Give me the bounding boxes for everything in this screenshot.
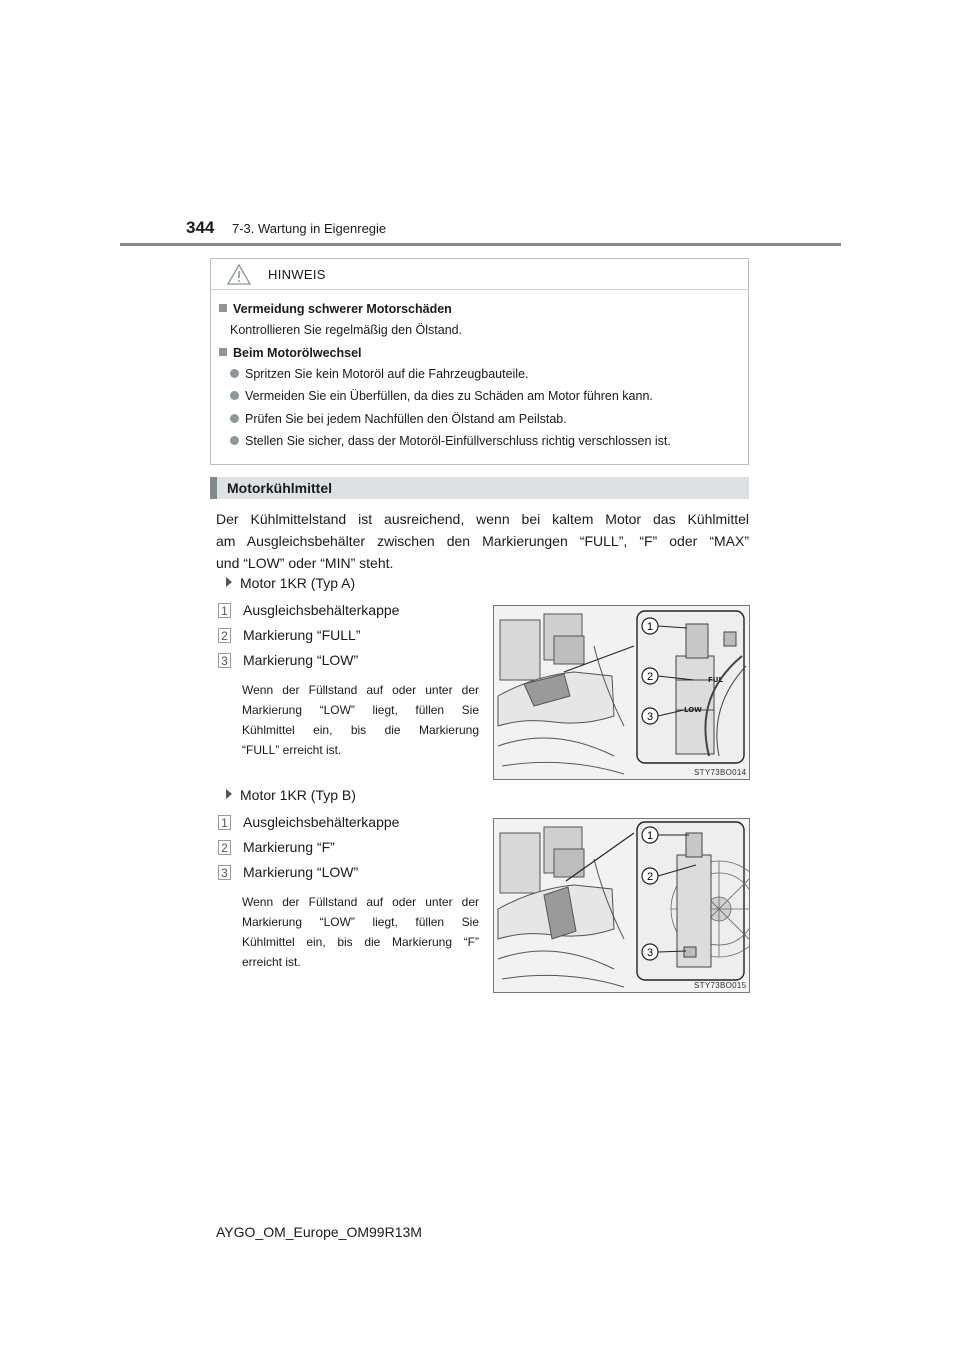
number-badge: 2 bbox=[218, 840, 231, 855]
notice-text-check-oil: Kontrollieren Sie regelmäßig den Ölstand. bbox=[230, 323, 463, 337]
item-label: Markierung “LOW” bbox=[243, 652, 359, 668]
section-title: Motorkühlmittel bbox=[227, 480, 332, 496]
engine-bay-illustration bbox=[494, 606, 749, 779]
notice-bullet: Prüfen Sie bei jedem Nachfüllen den Ölstand am Peilstab. bbox=[230, 412, 567, 426]
note-paragraph-b bbox=[242, 892, 479, 972]
tank-label-full: FUL bbox=[708, 676, 723, 684]
callout-3: 3 bbox=[646, 711, 654, 723]
round-bullet-icon bbox=[230, 391, 239, 400]
variant-title-a: Motor 1KR (Typ A) bbox=[226, 575, 355, 591]
tank-label-low: LOW bbox=[684, 706, 702, 714]
figure-code: STY73BO014 bbox=[694, 768, 747, 777]
coolant-tank-figure-b bbox=[493, 818, 750, 993]
callout-1: 1 bbox=[646, 621, 654, 633]
note-line: Markierung “LOW” liegt, füllen Sie bbox=[242, 915, 479, 929]
item-label: Markierung “F” bbox=[243, 839, 335, 855]
number-badge: 3 bbox=[218, 865, 231, 880]
square-bullet-icon bbox=[219, 348, 227, 356]
callout-2: 2 bbox=[646, 871, 654, 883]
square-bullet-icon bbox=[219, 304, 227, 312]
note-line: Kühlmittel ein, bis die Markierung bbox=[242, 723, 479, 737]
notice-heading-oil-change: Beim Motorölwechsel bbox=[219, 346, 362, 360]
intro-line: und “LOW” oder “MIN” steht. bbox=[216, 555, 394, 571]
notice-header bbox=[211, 259, 748, 290]
round-bullet-icon bbox=[230, 414, 239, 423]
intro-line: am Ausgleichsbehälter zwischen den Markierungen “FULL”, “F” oder “MAX” bbox=[216, 533, 749, 549]
notice-bullet: Stellen Sie sicher, dass der Motoröl-Einfüllverschluss richtig verschlossen ist. bbox=[230, 434, 671, 448]
number-badge: 2 bbox=[218, 628, 231, 643]
arrow-right-icon bbox=[226, 577, 232, 587]
item-label: Ausgleichsbehälterkappe bbox=[243, 814, 400, 830]
chapter-title: 7-3. Wartung in Eigenregie bbox=[232, 221, 387, 236]
item-label: Ausgleichsbehälterkappe bbox=[243, 602, 400, 618]
notice-box bbox=[210, 258, 749, 465]
number-badge: 1 bbox=[218, 815, 231, 830]
arrow-right-icon bbox=[226, 789, 232, 799]
note-line: Markierung “LOW” liegt, füllen Sie bbox=[242, 703, 479, 717]
engine-bay-illustration bbox=[494, 819, 749, 992]
intro-line: Der Kühlmittelstand ist ausreichend, wenn bei kaltem Motor das Kühlmittel bbox=[216, 511, 749, 527]
callout-1: 1 bbox=[646, 830, 654, 842]
intro-paragraph bbox=[216, 508, 749, 574]
note-line: Wenn der Füllstand auf oder unter der bbox=[242, 683, 479, 697]
notice-title: HINWEIS bbox=[268, 267, 326, 282]
callout-3: 3 bbox=[646, 947, 654, 959]
item-label: Markierung “LOW” bbox=[243, 864, 359, 880]
variant-title-b: Motor 1KR (Typ B) bbox=[226, 787, 356, 803]
header-rule bbox=[120, 243, 841, 246]
round-bullet-icon bbox=[230, 369, 239, 378]
notice-bullet: Spritzen Sie kein Motoröl auf die Fahrzeugbauteile. bbox=[230, 367, 529, 381]
note-line: Wenn der Füllstand auf oder unter der bbox=[242, 895, 479, 909]
round-bullet-icon bbox=[230, 436, 239, 445]
figure-code: STY73BO015 bbox=[694, 981, 747, 990]
coolant-tank-figure-a bbox=[493, 605, 750, 780]
note-line: erreicht ist. bbox=[242, 955, 301, 969]
note-line: Kühlmittel ein, bis die Markierung “F” bbox=[242, 935, 479, 949]
number-badge: 1 bbox=[218, 603, 231, 618]
warning-triangle-icon bbox=[227, 264, 251, 285]
notice-heading-engine-damage: Vermeidung schwerer Motorschäden bbox=[219, 302, 452, 316]
number-badge: 3 bbox=[218, 653, 231, 668]
note-paragraph-a bbox=[242, 680, 479, 760]
notice-bullet: Vermeiden Sie ein Überfüllen, da dies zu Schäden am Motor führen kann. bbox=[230, 389, 653, 403]
section-heading-bar bbox=[210, 477, 749, 499]
document-id: AYGO_OM_Europe_OM99R13M bbox=[216, 1224, 422, 1240]
item-label: Markierung “FULL” bbox=[243, 627, 361, 643]
note-line: “FULL” erreicht ist. bbox=[242, 743, 342, 757]
callout-2: 2 bbox=[646, 671, 654, 683]
page-number: 344 bbox=[186, 218, 215, 237]
